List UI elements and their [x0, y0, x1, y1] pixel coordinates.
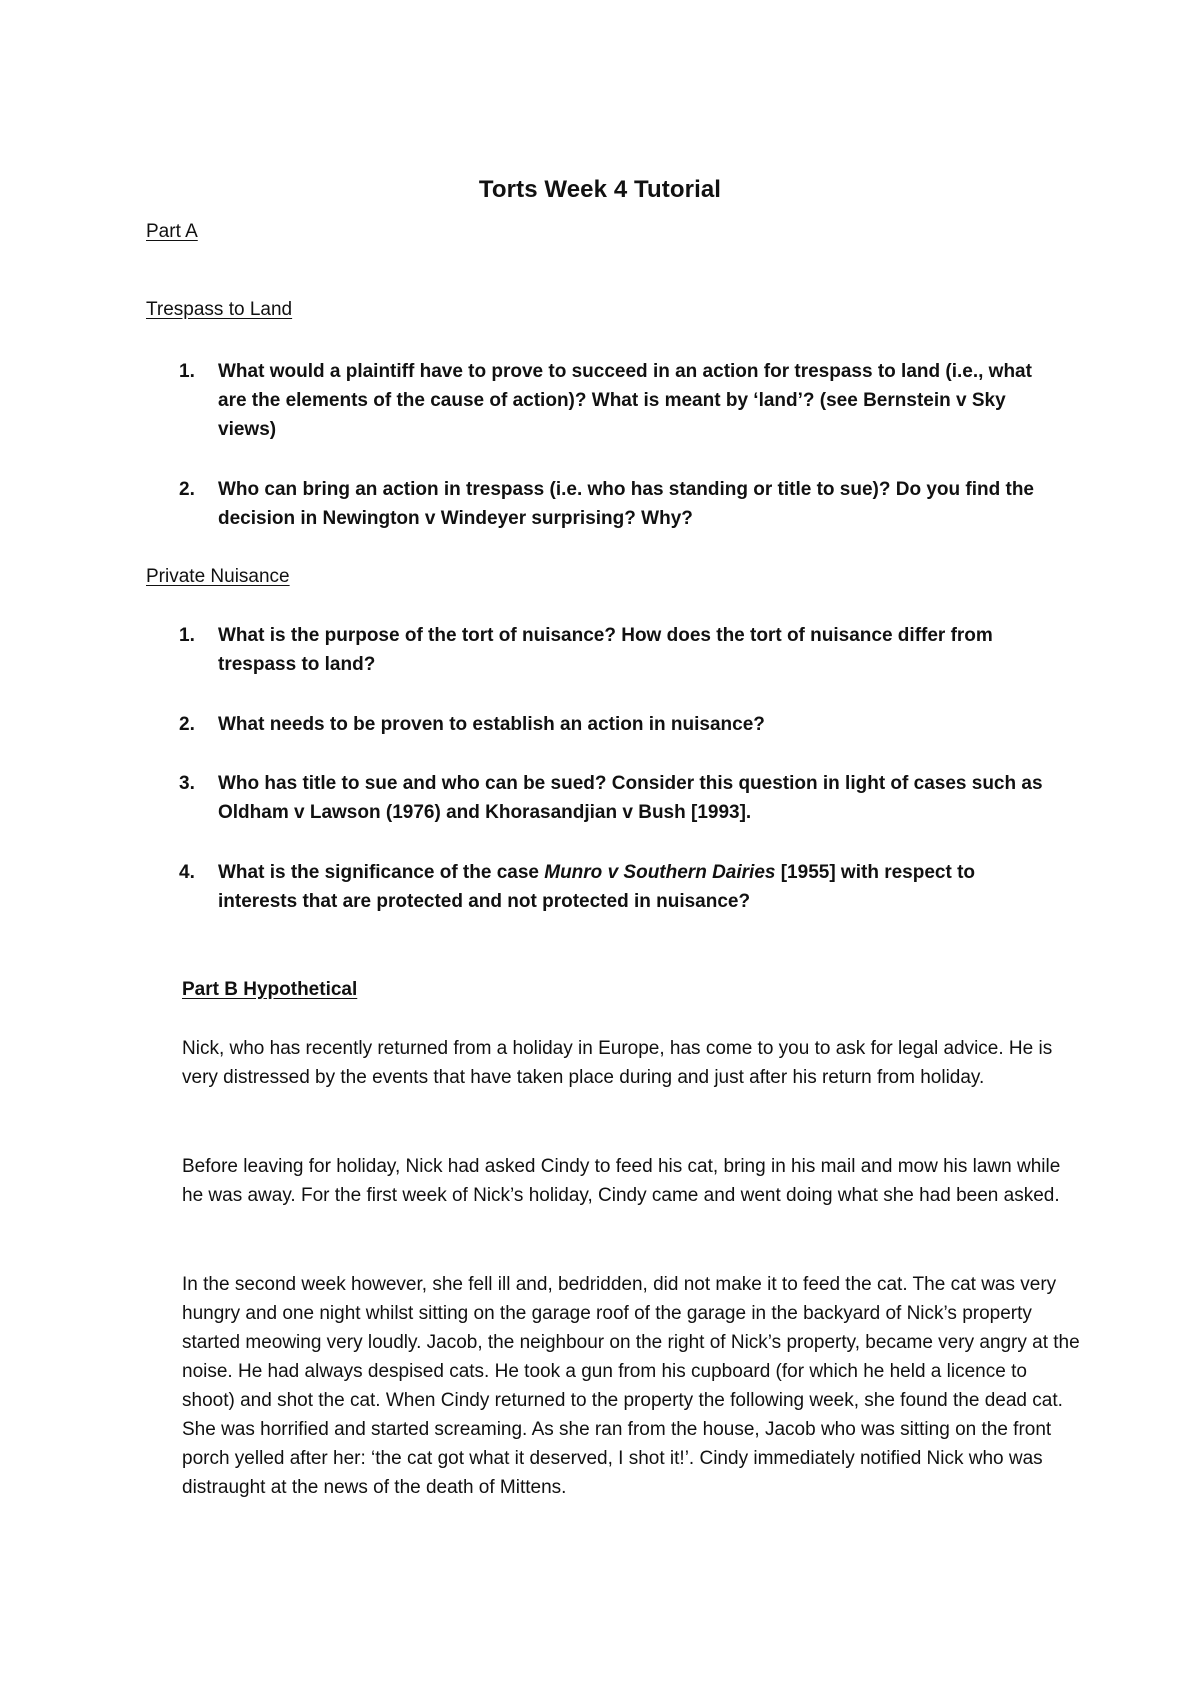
trespass-heading: Trespass to Land [146, 299, 293, 320]
nuisance-question-1 [179, 621, 1059, 679]
nuisance-question-2 [179, 710, 1059, 739]
case-name-italic: Munro v Southern Dairies [544, 862, 776, 883]
part-b-heading: Part B Hypothetical [182, 979, 358, 1000]
trespass-question-1 [179, 357, 1059, 444]
nuisance-question-4 [179, 858, 1059, 916]
question-text: What would a plaintiff have to prove to succeed in an action for trespass to land (i.e., what are the elements of the cause of action)? What is meant by ‘land’? (see Bernstein v Sky views) [218, 361, 1032, 440]
nuisance-question-3 [179, 769, 1059, 827]
hypothetical-paragraph-2: Before leaving for holiday, Nick had asked Cindy to feed his cat, bring in his mail and mow his lawn while he was away. For the first week of Nick’s holiday, Cindy came and went doing what she had been asked. [182, 1156, 1061, 1206]
question-number: 2. [179, 479, 195, 500]
question-number: 4. [179, 862, 195, 883]
part-a-heading: Part A [146, 221, 198, 242]
hypothetical-paragraph-1: Nick, who has recently returned from a holiday in Europe, has come to you to ask for legal advice. He is very distressed by the events that have taken place during and just after his return from holiday. [182, 1038, 1053, 1088]
question-number: 2. [179, 714, 195, 735]
question-number: 1. [179, 625, 195, 646]
hypothetical-paragraph-3: In the second week however, she fell ill and, bedridden, did not make it to feed the cat. The cat was very hungry and one night whilst sitting on the garage roof of the garage in the backyard of Nick’s property started meowing very loudly. Jacob, the neighbour on the right of Nick’s property, became very angry at the noise. He had always despised cats. He took a gun from his cupboard (for which he held a licence to shoot) and shot the cat. When Cindy returned to the property the following week, she found the dead cat. She was horrified and started screaming. As she ran from the house, Jacob who was sitting on the front porch yelled after her: ‘the cat got what it deserved, I shot it!’. Cindy immediately notified Nick who was distraught at the news of the death of Mittens. [182, 1274, 1080, 1498]
question-text: What needs to be proven to establish an action in nuisance? [218, 714, 765, 735]
question-text-after: [1955] with respect to interests that are protected and not protected in nuisance? [218, 862, 976, 912]
document-title: Torts Week 4 Tutorial [478, 176, 722, 203]
private-nuisance-heading: Private Nuisance [146, 566, 290, 587]
question-text [218, 858, 1059, 916]
question-number: 1. [179, 361, 195, 382]
trespass-question-2 [179, 475, 1059, 533]
question-text-before: What is the significance of the case [218, 862, 545, 883]
question-number: 3. [179, 773, 195, 794]
question-text: Who has title to sue and who can be sued? Consider this question in light of cases such as Oldham v Lawson (1976) and Khorasandjian v Bush [1993]. [218, 773, 1043, 823]
question-text: What is the purpose of the tort of nuisance? How does the tort of nuisance differ from trespass to land? [218, 625, 993, 675]
question-text: Who can bring an action in trespass (i.e. who has standing or title to sue)? Do you find the decision in Newington v Windeyer surprising? Why? [218, 479, 1034, 529]
